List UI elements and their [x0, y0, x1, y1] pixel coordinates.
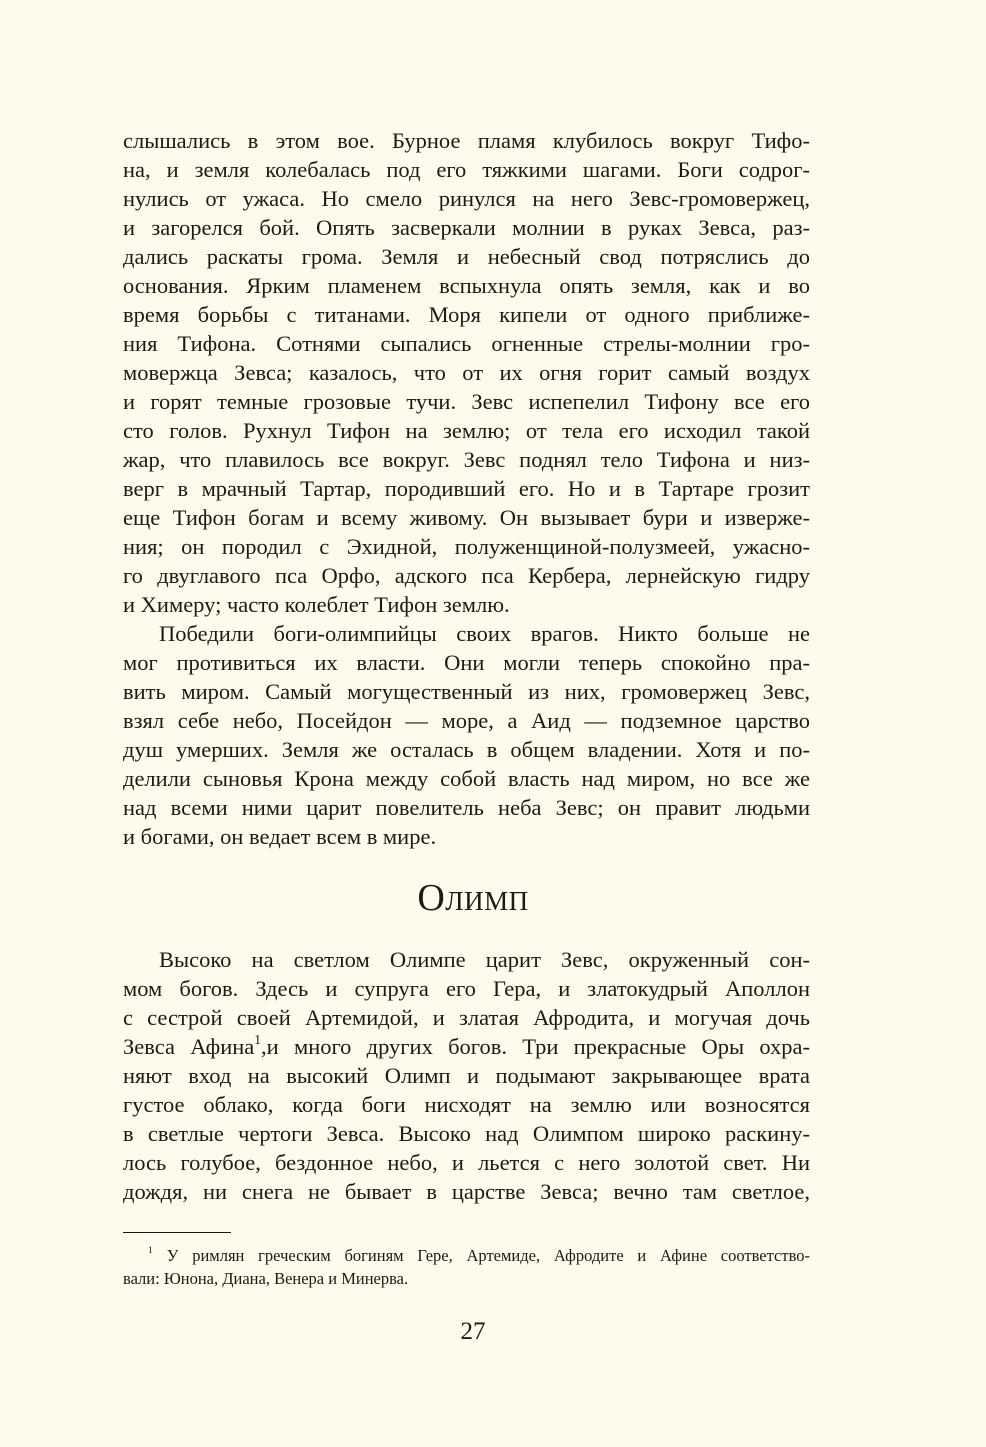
text-line: верг в мрачный Тартар, породивший его. Но и в Тартаре грозит	[123, 476, 810, 501]
text-line: и Химеру; часто колеблет Тифон землю.	[123, 592, 510, 617]
text-line: дождя, ни снега не бывает в царстве Зевса; вечно там светлое,	[123, 1179, 810, 1204]
footnote-divider	[123, 1232, 231, 1233]
text-line: Победили боги-олимпийцы своих врагов. Никто больше не	[159, 621, 810, 646]
text-line: ния Тифона. Сотнями сыпались огненные стрелы-молнии гро-	[123, 331, 810, 356]
text-line: дались раскаты грома. Земля и небесный свод потряслись до	[123, 244, 810, 269]
text-line: ния; он породил с Эхидной, полуженщиной-полузмеей, ужасно-	[123, 534, 810, 559]
page-number: 27	[460, 1318, 486, 1345]
text-line: сто голов. Рухнул Тифон на землю; от тела его исходил такой	[123, 418, 810, 443]
text-line: го двуглавого пса Орфо, адского пса Кербера, лернейскую гидру	[123, 563, 810, 588]
text-line: мог противиться их власти. Они могли теперь спокойно пра-	[123, 650, 810, 675]
text-line: и богами, он ведает всем в мире.	[123, 824, 437, 849]
footnote-line: У римлян греческим богиням Гере, Артемиде, Афродите и Афине соответство-	[166, 1246, 811, 1265]
text-line	[123, 1032, 810, 1062]
text-line: вить миром. Самый могущественный из них, громовержец Зевс,	[123, 679, 810, 704]
text-line: слышались в этом вое. Бурное пламя клубилось вокруг Тифо-	[123, 128, 810, 153]
text-line: Высоко на светлом Олимпе царит Зевс, окруженный сон-	[159, 947, 810, 972]
text-line: душ умерших. Земля же осталась в общем владении. Хотя и по-	[123, 737, 810, 762]
text-line: мовержца Зевса; казалось, что от их огня горит самый воздух	[123, 360, 810, 385]
text-line: основания. Ярким пламенем вспыхнула опять земля, как и во	[123, 273, 810, 298]
text-line: и горят темные грозовые тучи. Зевс испепелил Тифону все его	[123, 389, 810, 414]
text-line: над всеми ними царит повелитель неба Зевс; он правит людьми	[123, 795, 810, 820]
text-segment: ,и много других богов. Три прекрасные Оры охра-	[261, 1034, 810, 1059]
footnote-line: вали: Юнона, Диана, Венера и Минерва.	[123, 1269, 409, 1288]
text-line: няют вход на высокий Олимп и подымают закрывающее врата	[123, 1063, 810, 1088]
text-line: взял себе небо, Посейдон — море, а Аид — подземное царство	[123, 708, 810, 733]
text-line: на, и земля колебалась под его тяжкими шагами. Боги содрог-	[123, 157, 810, 182]
footnote-mark: 1	[148, 1244, 153, 1256]
section-heading: Олимп	[417, 877, 529, 919]
text-line: лось голубое, бездонное небо, и льется с него золотой свет. Ни	[123, 1150, 810, 1175]
footnote-reference[interactable]: 1	[254, 1031, 262, 1047]
text-line: делили сыновья Крона между собой власть над миром, но все же	[123, 766, 810, 791]
text-line: с сестрой своей Артемидой, и златая Афродита, и могучая дочь	[123, 1005, 810, 1030]
footnote-text	[148, 1244, 810, 1268]
text-line: мом богов. Здесь и супруга его Гера, и златокудрый Аполлон	[123, 976, 810, 1001]
text-line: еще Тифон богам и всему живому. Он вызывает бури и изверже-	[123, 505, 810, 530]
text-segment: Зевса Афина	[123, 1034, 255, 1059]
text-line: нулись от ужаса. Но смело ринулся на него Зевс-громовержец,	[123, 186, 810, 211]
text-line: время борьбы с титанами. Моря кипели от одного приближе-	[123, 302, 810, 327]
text-line: и загорелся бой. Опять засверкали молнии в руках Зевса, раз-	[123, 215, 810, 240]
text-line: жар, что плавилось все вокруг. Зевс поднял тело Тифона и низ-	[123, 447, 810, 472]
text-line: густое облако, когда боги нисходят на землю или возносятся	[123, 1092, 810, 1117]
text-line: в светлые чертоги Зевса. Высоко над Олимпом широко раскину-	[123, 1121, 810, 1146]
